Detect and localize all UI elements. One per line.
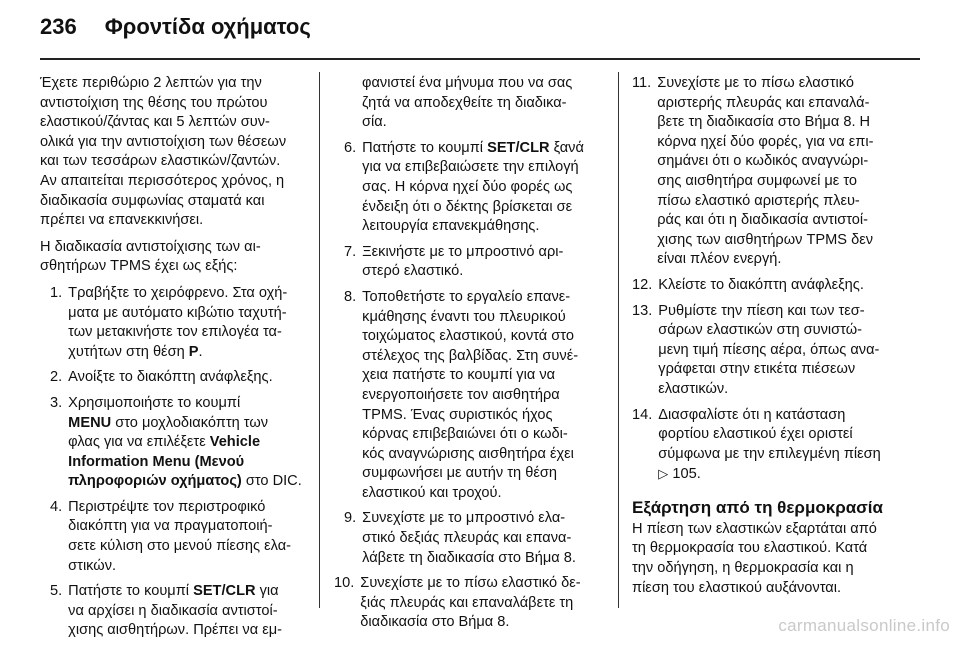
step-text — [362, 509, 604, 568]
column-3 — [632, 74, 902, 598]
step-number: 7. — [344, 243, 357, 260]
menu-name: Vehicle — [209, 434, 261, 451]
text-line: διακόπτη για να πραγματοποιή- — [68, 518, 273, 535]
text-line: είναι πλέον ενεργή. — [657, 251, 782, 268]
page-number: 236 — [40, 14, 77, 39]
step-number: 2. — [50, 369, 63, 386]
text-line: στερό ελαστικό. — [362, 263, 464, 280]
step-text — [360, 574, 604, 633]
menu-button-label: MENU — [68, 414, 112, 431]
page-header — [40, 14, 311, 54]
text-line — [68, 343, 306, 363]
text-line: σετε κύλιση στο μενού πίεσης ελα- — [68, 538, 292, 555]
text-line: φορτίου ελαστικού έχει οριστεί — [658, 426, 853, 443]
text-line: ελαστικών. — [658, 380, 729, 397]
text-line: ένδειξη ότι ο δέκτης βρίσκεται σε — [362, 198, 573, 215]
text-line: Περιστρέψτε τον περιστροφικό — [68, 498, 266, 515]
step-text — [658, 276, 902, 296]
text-span: ξανά — [549, 139, 584, 156]
step-text — [68, 498, 306, 576]
text-line: λειτουργία επανεκμάθησης. — [362, 218, 540, 235]
section-paragraph — [632, 520, 902, 598]
step-number: 8. — [344, 288, 357, 305]
page-title: Φροντίδα οχήματος — [104, 14, 311, 39]
gear-position: P — [188, 343, 199, 360]
text-line: ξιάς πλευράς και επαναλάβετε τη — [360, 594, 574, 611]
text-line: κόρνα ηχεί δύο φορές, για να επι- — [657, 133, 874, 150]
text-line: Συνεχίστε με το πίσω ελαστικό — [657, 75, 854, 91]
text-line: ράς και ότι η διαδικασία αντιστοί- — [657, 212, 869, 229]
column-2 — [334, 74, 604, 639]
text-line: τη θερμοκρασία του ελαστικού. Κατά — [632, 540, 868, 557]
step-5 — [40, 582, 306, 641]
text-line: κός αναγνώρισης αισθητήρα έχει — [362, 445, 574, 462]
text-line: κμάθησης έναντι του πλευρικού — [362, 308, 566, 325]
step-text — [68, 582, 306, 641]
text-line — [68, 582, 306, 602]
text-line: σημάνει ότι ο κωδικός αναγνώρι- — [657, 153, 869, 170]
step-10 — [334, 574, 604, 633]
text-line — [362, 139, 604, 159]
text-line: Συνεχίστε με το πίσω ελαστικό δε- — [360, 575, 581, 592]
procedure-paragraph — [40, 238, 306, 277]
text-line: διαδικασία συμφωνίας σταματά και — [40, 192, 265, 209]
step-text — [68, 368, 306, 388]
menu-name: πληροφοριών οχήματος) — [68, 473, 242, 490]
text-line: λάβετε τη διαδικασία στο Βήμα 8. — [362, 549, 576, 566]
step-number: 5. — [50, 583, 63, 600]
text-line: TPMS. Ένας συριστικός ήχος — [362, 406, 553, 423]
step-text — [658, 302, 902, 400]
step-text — [68, 394, 306, 492]
step-13 — [632, 302, 902, 400]
step-1 — [40, 284, 306, 362]
text-span: . — [198, 343, 203, 360]
text-line: Τραβήξτε το χειρόφρενο. Στα οχή- — [68, 284, 288, 301]
text-line: Ανοίξτε το διακόπτη ανάφλεξης. — [68, 369, 273, 386]
step-2 — [40, 368, 306, 388]
column-divider-2 — [618, 72, 619, 608]
reference-page: 105. — [672, 466, 701, 483]
text-line — [68, 472, 306, 492]
button-label: SET/CLR — [487, 139, 550, 156]
step-7 — [334, 243, 604, 282]
text-line — [68, 414, 306, 434]
text-line: των μετακινήστε τον επιλογέα τα- — [68, 324, 282, 341]
text-line: κόρνας επιβεβαιώνει ότι ο κωδι- — [362, 426, 568, 443]
text-span: στο μοχλοδιακόπτη των — [111, 414, 269, 431]
step-number: 10. — [334, 575, 355, 592]
step-number: 9. — [344, 510, 357, 527]
text-line: σθητήρων TPMS έχει ως εξής: — [40, 258, 238, 275]
step-text — [362, 288, 604, 504]
step-number: 6. — [344, 139, 357, 156]
menu-name: Information Menu (Μενού — [68, 453, 245, 470]
text-span: χυτήτων στη θέση — [68, 343, 189, 360]
text-line: σης αισθητήρα συμφωνεί με το — [657, 172, 858, 189]
text-line: χισης των αισθητήρων TPMS δεν — [657, 231, 874, 248]
text-line: Η διαδικασία αντιστοίχισης των αι- — [40, 238, 261, 255]
text-line: πίσω ελαστικό αριστερής πλευ- — [657, 192, 860, 209]
step-number: 12. — [632, 276, 653, 293]
text-span: Πατήστε το κουμπί — [362, 139, 488, 156]
text-line: φανιστεί ένα μήνυμα που να σας — [362, 75, 573, 91]
step-number: 1. — [50, 284, 63, 301]
text-line: τοιχώματος ελαστικού, κοντά στο — [362, 328, 574, 345]
text-line: και των τεσσάρων ελαστικών/ζαντών. — [40, 153, 281, 170]
text-line: Ξεκινήστε με το μπροστινό αρι- — [362, 243, 564, 260]
text-line: μενη τιμή πίεσης αέρα, όπως ανα- — [658, 341, 880, 358]
text-line: Ρυθμίστε την πίεση και των τεσ- — [658, 302, 865, 319]
step-5-continued — [334, 74, 604, 133]
step-8 — [334, 288, 604, 504]
step-text — [657, 74, 902, 270]
step-number: 4. — [50, 498, 63, 515]
text-line: σάρων ελαστικών στη συνιστώ- — [658, 322, 862, 339]
text-span: φλας για να επιλέξετε — [68, 434, 210, 451]
text-line: την οδήγηση, η θερμοκρασία και η — [632, 560, 854, 577]
step-6 — [334, 139, 604, 237]
text-line: Συνεχίστε με το μπροστινό ελα- — [362, 510, 566, 527]
text-line: Αν απαιτείται περισσότερος χρόνος, η — [40, 172, 285, 189]
text-line: Έχετε περιθώριο 2 λεπτών για την — [40, 75, 262, 91]
step-9 — [334, 509, 604, 568]
text-line: αντιστοίχιση της θέσης του πρώτου — [40, 94, 268, 111]
text-line: πίεση του ελαστικού αυξάνονται. — [632, 579, 842, 596]
header-rule — [40, 58, 920, 60]
text-line: Διασφαλίστε ότι η κατάσταση — [658, 406, 846, 423]
step-3 — [40, 394, 306, 492]
step-text — [658, 406, 902, 485]
step-number: 14. — [632, 406, 653, 423]
text-line: Χρησιμοποιήστε το κουμπί — [68, 394, 241, 411]
text-line: ματα με αυτόματο κιβώτιο ταχυτή- — [68, 304, 287, 321]
text-line: βετε τη διαδικασία στο Βήμα 8. Η — [657, 114, 871, 131]
text-line — [68, 433, 306, 453]
page-reference[interactable] — [658, 464, 902, 485]
step-4 — [40, 498, 306, 576]
watermark: carmanualsonline.info — [778, 616, 950, 635]
text-line: σας. Η κόρνα ηχεί δύο φορές ως — [362, 178, 573, 195]
text-line: ζητά να αποδεχθείτε τη διαδικα- — [362, 94, 567, 111]
step-text — [68, 284, 306, 362]
text-line: ελαστικού και τροχού. — [362, 484, 502, 501]
step-14 — [632, 406, 902, 485]
text-line: διαδικασία στο Βήμα 8. — [360, 614, 510, 631]
section-heading: Εξάρτηση από τη θερμοκρασία — [632, 497, 883, 517]
text-line: ελαστικού/ζάντας και 5 λεπτών συν- — [40, 114, 270, 131]
button-label: SET/CLR — [193, 583, 256, 600]
text-span: για — [255, 583, 279, 600]
step-number: 13. — [632, 302, 653, 319]
text-line: για να επιβεβαιώσετε την επιλογή — [362, 159, 579, 176]
triangle-right-icon: ▷ — [658, 466, 669, 482]
text-line: πρέπει να επανεκκινήσει. — [40, 212, 204, 229]
text-line: στέλεχος της βαλβίδας. Στη συνέ- — [362, 347, 579, 364]
text-line: στικών. — [68, 557, 117, 574]
text-line: ολικά για την αντιστοίχιση των θέσεων — [40, 133, 287, 150]
text-span: στο DIC. — [241, 473, 302, 490]
text-line: Η πίεση των ελαστικών εξαρτάται από — [632, 520, 877, 537]
text-line: Τοποθετήστε το εργαλείο επανε- — [362, 288, 571, 305]
text-line: ενεργοποιήσετε τον αισθητήρα — [362, 386, 560, 403]
text-line: στικό δεξιάς πλευράς και επανα- — [362, 530, 572, 547]
intro-paragraph — [40, 74, 306, 231]
text-line: σία. — [362, 114, 387, 131]
step-text — [362, 74, 604, 133]
column-1 — [40, 74, 306, 647]
text-line: γράφεται στην ετικέτα πιέσεων — [658, 361, 856, 378]
text-line: συμφωνήσει με αυτήν τη θέση — [362, 465, 557, 482]
step-12 — [632, 276, 902, 296]
step-text — [362, 139, 604, 237]
step-text — [362, 243, 604, 282]
step-number: 3. — [50, 394, 63, 411]
text-line: να αρχίσει η διαδικασία αντιστοί- — [68, 602, 278, 619]
text-span: Πατήστε το κουμπί — [68, 583, 194, 600]
step-11 — [632, 74, 902, 270]
step-number: 11. — [632, 75, 652, 91]
text-line: αριστερής πλευράς και επαναλά- — [657, 94, 870, 111]
text-line: χισης αισθητήρων. Πρέπει να εμ- — [68, 622, 282, 639]
text-line: χεια πατήστε το κουμπί για να — [362, 367, 556, 384]
text-line: Κλείστε το διακόπτη ανάφλεξης. — [658, 276, 864, 293]
column-divider-1 — [319, 72, 320, 608]
text-line: σύμφωνα με την επιλεγμένη πίεση — [658, 445, 881, 462]
